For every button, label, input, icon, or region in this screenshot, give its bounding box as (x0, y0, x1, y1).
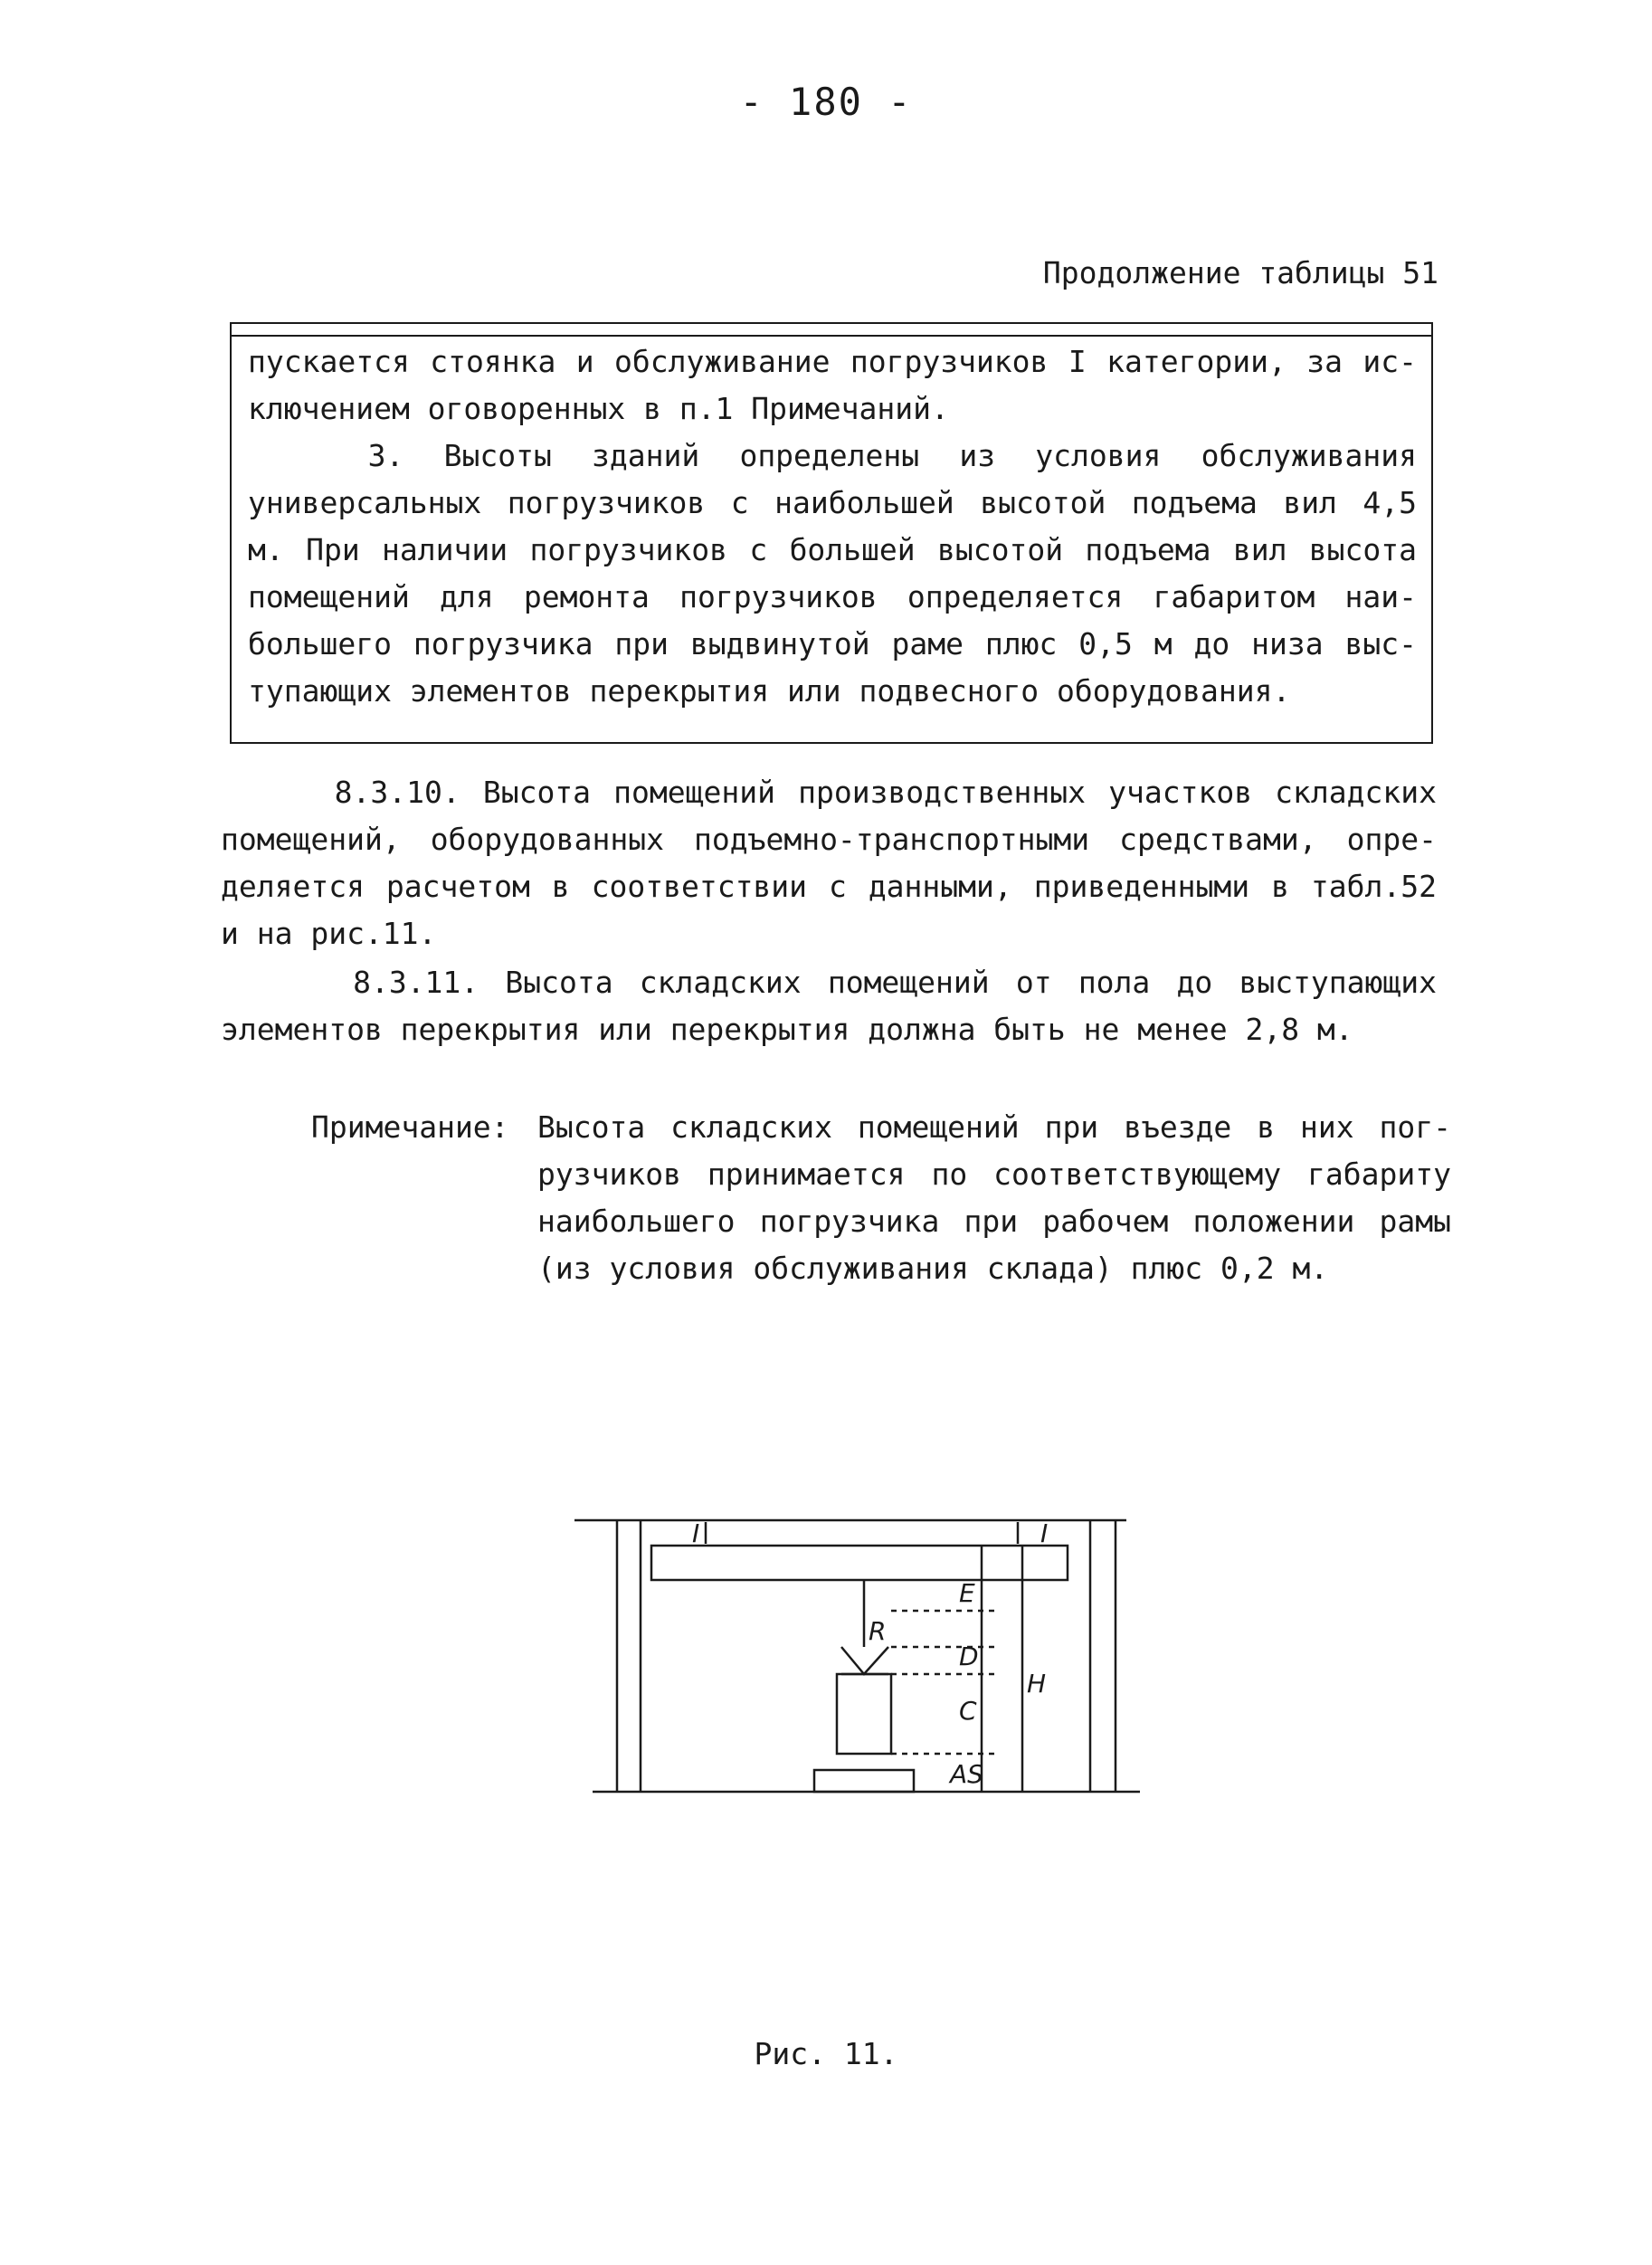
table-top-divider (232, 335, 1431, 337)
note-line-4: (из условия обслуживания склада) плюс 0,2 м. (537, 1251, 1329, 1286)
figure-label-d: D (959, 1642, 979, 1671)
paragraph-8-3-10-line-2: помещений, оборудованных подъемно-транспортными средствами, опре- (221, 822, 1437, 857)
paragraph-8-3-11-line-2: элементов перекрытия или перекрытия должна быть не менее 2,8 м. (221, 1012, 1353, 1047)
figure-label-c: C (959, 1696, 977, 1726)
table-line-4: универсальных погрузчиков с наибольшей высотой подъема вил 4,5 (248, 485, 1417, 520)
table-line-7: большего погрузчика при выдвинутой раме плюс 0,5 м до низа выс- (248, 626, 1417, 661)
overhead-beam (651, 1546, 1068, 1580)
load-box (837, 1674, 891, 1754)
page-number: - 180 - (739, 80, 913, 124)
pallet (814, 1770, 914, 1792)
paragraph-8-3-10-line-1: 8.3.10. Высота помещений производственных участков складских (221, 775, 1437, 810)
table-line-6: помещений для ремонта погрузчиков определяется габаритом наи- (248, 579, 1417, 614)
figure-label-h: H (1027, 1669, 1047, 1699)
note-label: Примечание: (311, 1109, 509, 1145)
figure-label-as: AS (950, 1759, 983, 1789)
table-51-continuation (230, 322, 1433, 744)
figure-label-i-left: I (692, 1518, 700, 1548)
paragraph-8-3-11-line-1: 8.3.11. Высота складских помещений от пола до выступающих (221, 965, 1437, 1000)
table-line-8: тупающих элементов перекрытия или подвесного оборудования. (248, 673, 1291, 709)
note-line-3: наибольшего погрузчика при рабочем положении рамы (537, 1204, 1451, 1239)
table-continuation-label: Продолжение таблицы 51 (1042, 255, 1438, 290)
figure-11-diagram (570, 1502, 1149, 1837)
table-line-1: пускается стоянка и обслуживание погрузчиков I категории, за ис- (248, 344, 1417, 379)
figure-label-e: E (959, 1578, 975, 1608)
paragraph-8-3-10-line-4: и на рис.11. (221, 916, 437, 951)
figure-caption: Рис. 11. (754, 2036, 898, 2071)
note-line-2: рузчиков принимается по соответствующему габариту (537, 1156, 1451, 1192)
table-line-5: м. При наличии погрузчиков с большей высотой подъема вил высота (248, 532, 1417, 567)
table-line-3: 3. Высоты зданий определены из условия обслуживания (248, 438, 1417, 473)
figure-label-i-right: I (1040, 1518, 1049, 1548)
table-line-2: ключением оговоренных в п.1 Примечаний. (248, 391, 949, 426)
note-line-1: Высота складских помещений при въезде в них пог- (537, 1109, 1451, 1145)
figure-label-r: R (869, 1616, 887, 1646)
rigging-lines (841, 1647, 888, 1674)
paragraph-8-3-10-line-3: деляется расчетом в соответствии с данными, приведенными в табл.52 (221, 869, 1437, 904)
